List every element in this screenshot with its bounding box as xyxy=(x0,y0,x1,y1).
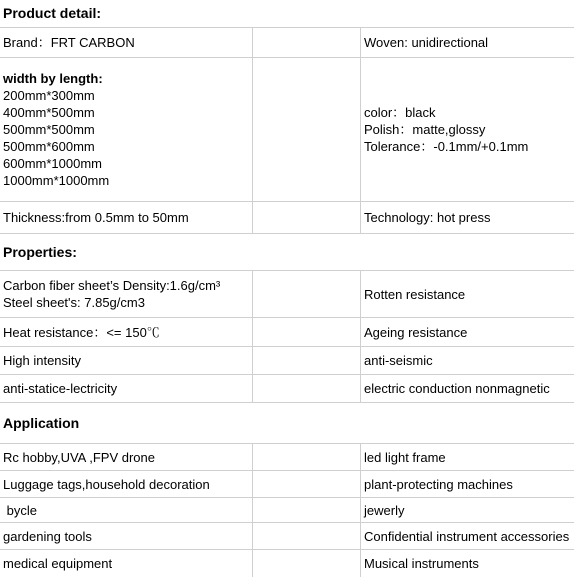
empty-cell xyxy=(253,202,361,233)
application-left: bycle xyxy=(0,498,253,522)
application-right: plant-protecting machines xyxy=(364,476,513,492)
table-row xyxy=(0,444,574,471)
application-right: Confidential instrument accessories xyxy=(364,528,570,544)
empty-cell xyxy=(253,271,361,317)
table-row xyxy=(0,471,574,498)
density-carbon: Carbon fiber sheet’s Density:1.6g/cm³ xyxy=(3,278,221,293)
application-right: Musical instruments xyxy=(364,556,479,571)
table-row xyxy=(0,58,574,202)
application-left: Luggage tags,household decoration xyxy=(0,471,253,497)
application-left: Rc hobby,UVA ,FPV drone xyxy=(0,444,253,470)
empty-cell xyxy=(253,498,361,522)
table-row xyxy=(0,318,574,347)
empty-cell xyxy=(253,58,361,201)
density-cell xyxy=(0,271,253,317)
section-header-row xyxy=(0,234,574,271)
size-item: 500mm*500mm xyxy=(3,122,95,137)
seismic-cell: anti-seismic xyxy=(364,353,433,368)
section-title-product-detail: Product detail: xyxy=(3,5,102,21)
tolerance-value: Tolerance：-0.1mm/+0.1mm xyxy=(364,139,529,154)
section-header-row xyxy=(0,403,574,444)
empty-cell xyxy=(253,347,361,374)
rotten-cell: Rotten resistance xyxy=(364,286,466,302)
empty-cell xyxy=(253,375,361,402)
heat-cell: Heat resistance：<= 150℃ xyxy=(0,318,253,346)
empty-cell xyxy=(253,444,361,470)
size-item: 1000mm*1000mm xyxy=(3,173,110,188)
width-heading: width by length: xyxy=(3,71,103,86)
color-value: color：black xyxy=(364,105,436,120)
brand-cell: Brand：FRT CARBON xyxy=(0,28,253,57)
table-row xyxy=(0,347,574,375)
ageing-cell: Ageing resistance xyxy=(364,324,468,340)
polish-value: Polish：matte,glossy xyxy=(364,122,486,137)
table-row xyxy=(0,271,574,318)
sizes-cell xyxy=(0,58,253,201)
woven-cell: Woven: unidirectional xyxy=(364,35,489,50)
application-right: jewerly xyxy=(364,502,405,518)
section-title-properties: Properties: xyxy=(3,243,77,260)
table-row xyxy=(0,523,574,550)
empty-cell xyxy=(253,550,361,577)
table-row xyxy=(0,550,574,577)
conduction-cell: electric conduction nonmagnetic xyxy=(364,381,550,396)
size-item: 600mm*1000mm xyxy=(3,156,102,171)
empty-cell xyxy=(253,471,361,497)
size-item: 200mm*300mm xyxy=(3,88,95,103)
size-item: 500mm*600mm xyxy=(3,139,95,154)
empty-cell xyxy=(253,523,361,549)
thickness-cell: Thickness:from 0.5mm to 50mm xyxy=(0,202,253,233)
finish-cell xyxy=(361,58,574,201)
intensity-cell: High intensity xyxy=(0,347,253,374)
table-row xyxy=(0,202,574,234)
empty-cell xyxy=(253,28,361,57)
application-left: gardening tools xyxy=(0,523,253,549)
empty-cell xyxy=(253,318,361,346)
section-header-row xyxy=(0,0,574,28)
technology-cell: Technology: hot press xyxy=(364,210,491,225)
table-row xyxy=(0,375,574,403)
section-title-application: Application xyxy=(3,414,80,431)
table-row xyxy=(0,28,574,58)
static-cell: anti-statice-lectricity xyxy=(0,375,253,402)
table-row xyxy=(0,498,574,523)
size-item: 400mm*500mm xyxy=(3,105,95,120)
application-left: medical equipment xyxy=(0,550,253,577)
application-right: led light frame xyxy=(364,449,446,465)
density-steel: Steel sheet's: 7.85g/cm3 xyxy=(3,295,145,310)
